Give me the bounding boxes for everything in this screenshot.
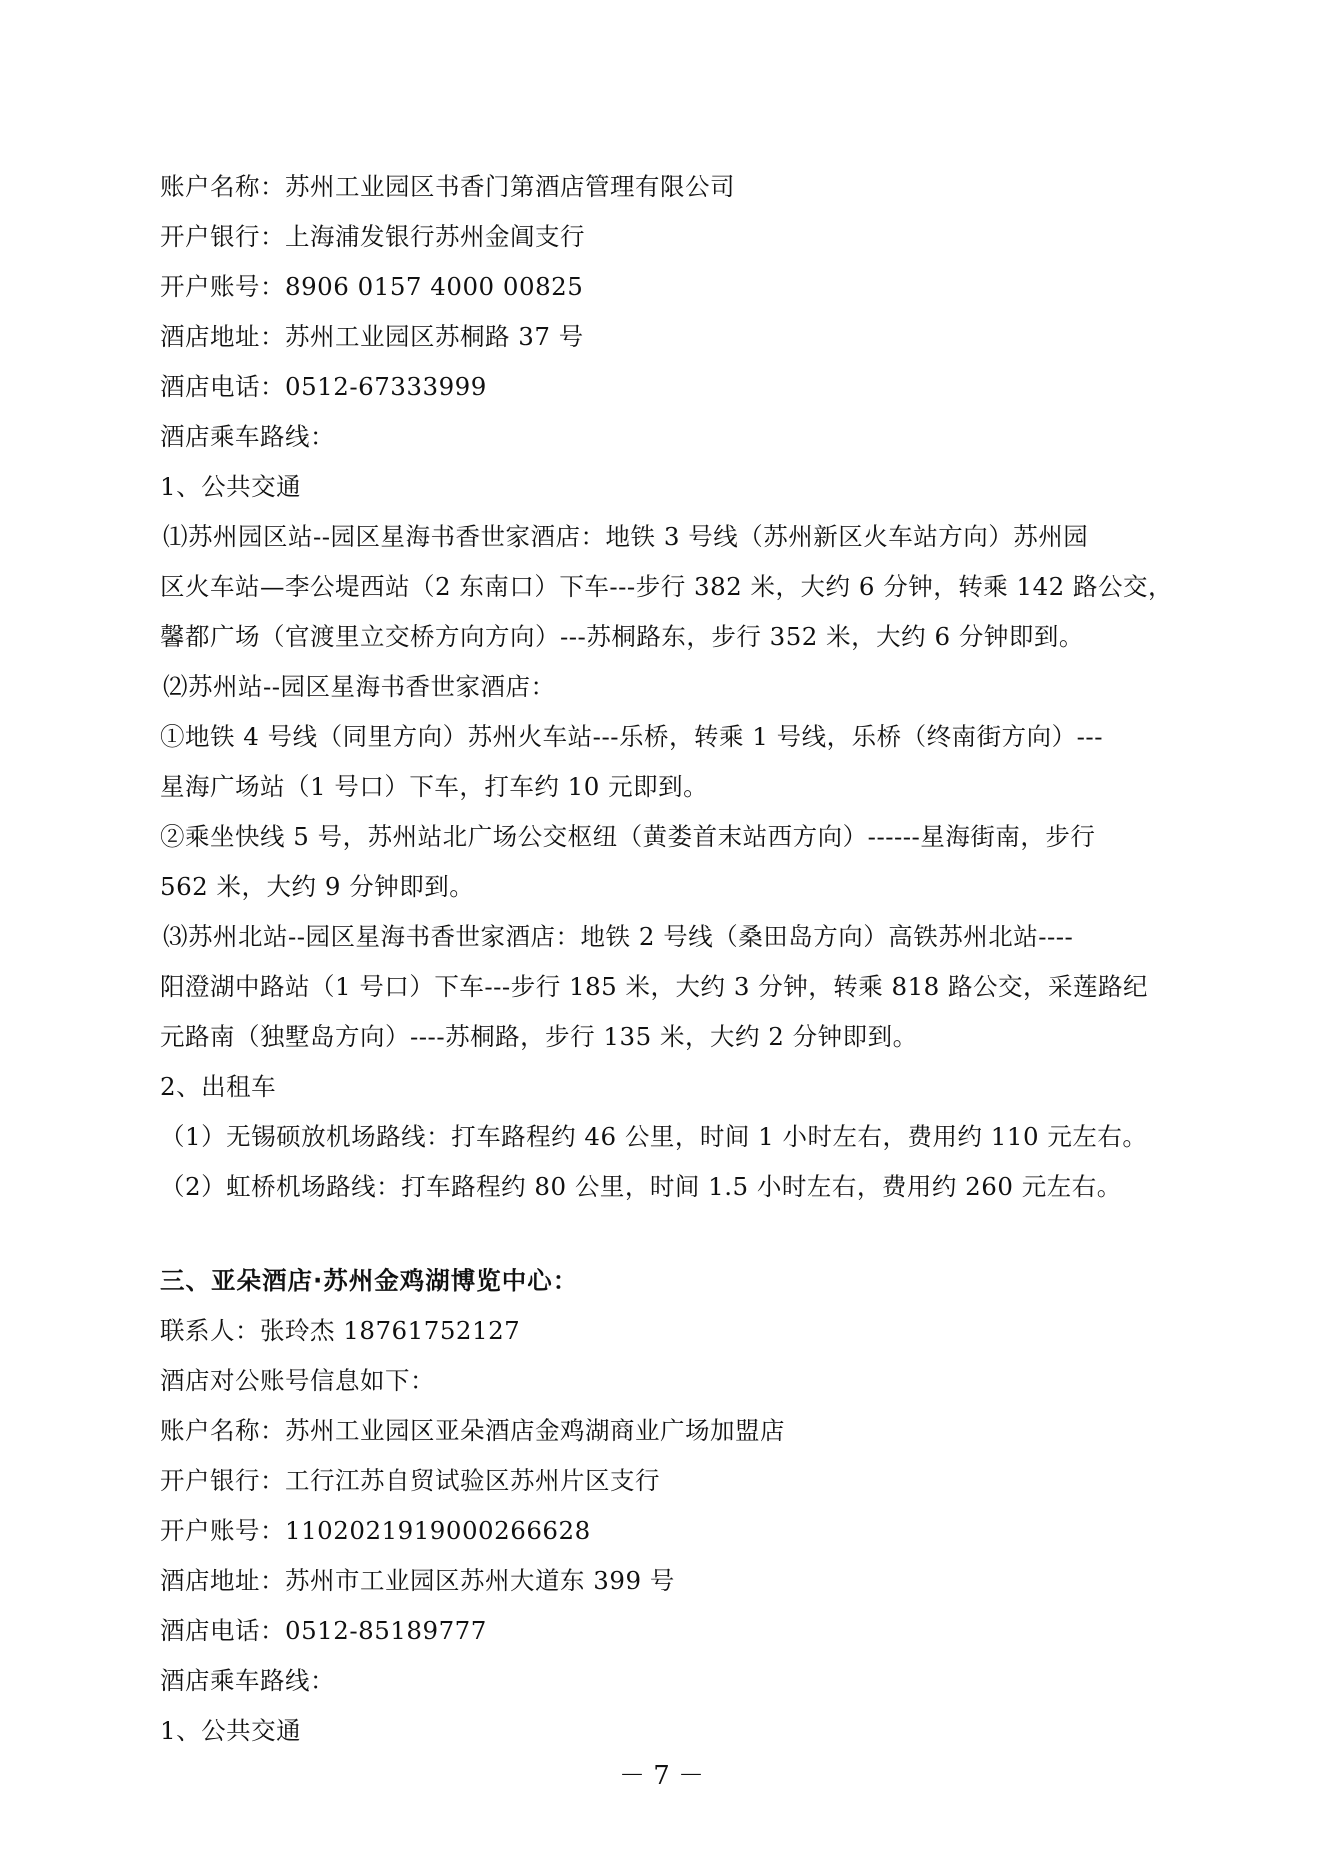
- hotel-address: 酒店地址：苏州工业园区苏桐路 37 号: [160, 322, 584, 351]
- taxi-route-2: （2）虹桥机场路线：打车路程约 80 公里，时间 1.5 小时左右，费用约 260 元左右。: [160, 1172, 1122, 1201]
- route2b-line: ②乘坐快线 5 号，苏州站北广场公交枢纽（黄娄首末站西方向）------星海街南，步行: [160, 822, 1096, 851]
- route2-title: ⑵苏州站--园区星海书香世家酒店：: [163, 672, 556, 701]
- section-three-heading: 三、亚朵酒店·苏州金鸡湖博览中心：: [160, 1266, 579, 1295]
- account-number: 开户账号：8906 0157 4000 00825: [160, 272, 584, 301]
- route3-line: 阳澄湖中路站（1 号口）下车---步行 185 米，大约 3 分钟，转乘 818 路公交，采莲路纪: [160, 972, 1149, 1001]
- route3-line: ⑶苏州北站--园区星海书香世家酒店：地铁 2 号线（桑田岛方向）高铁苏州北站----: [163, 922, 1074, 951]
- hotel-phone: 酒店电话：0512-67333999: [160, 372, 487, 401]
- public-transport-title: 1、公共交通: [160, 472, 302, 501]
- account-number: 开户账号：1102021919000266628: [160, 1516, 591, 1545]
- route3-line: 元路南（独墅岛方向）----苏桐路，步行 135 米，大约 2 分钟即到。: [160, 1022, 918, 1051]
- route2a-line: ①地铁 4 号线（同里方向）苏州火车站---乐桥，转乘 1 号线，乐桥（终南街方向）---: [160, 722, 1103, 751]
- contact-person: 联系人：张玲杰 18761752127: [160, 1316, 521, 1345]
- route-title: 酒店乘车路线：: [160, 1666, 335, 1695]
- hotel-phone: 酒店电话：0512-85189777: [160, 1616, 487, 1645]
- route-title: 酒店乘车路线：: [160, 422, 335, 451]
- account-info-title: 酒店对公账号信息如下：: [160, 1366, 435, 1395]
- bank-name: 开户银行：上海浦发银行苏州金阊支行: [160, 222, 585, 251]
- public-transport-title: 1、公共交通: [160, 1716, 302, 1745]
- page-number: － 7 －: [618, 1761, 705, 1791]
- taxi-title: 2、出租车: [160, 1072, 277, 1101]
- bank-name: 开户银行：工行江苏自贸试验区苏州片区支行: [160, 1466, 660, 1495]
- route1-line: 区火车站—李公堤西站（2 东南口）下车---步行 382 米，大约 6 分钟，转乘 142 路公交，: [160, 572, 1174, 601]
- route1-line: 馨都广场（官渡里立交桥方向方向）---苏桐路东，步行 352 米，大约 6 分钟即到。: [160, 622, 1084, 651]
- taxi-route-1: （1）无锡硕放机场路线：打车路程约 46 公里，时间 1 小时左右，费用约 110 元左右。: [160, 1122, 1148, 1151]
- account-name: 账户名称：苏州工业园区书香门第酒店管理有限公司: [160, 172, 735, 201]
- account-name: 账户名称：苏州工业园区亚朵酒店金鸡湖商业广场加盟店: [160, 1416, 785, 1445]
- route2a-line: 星海广场站（1 号口）下车，打车约 10 元即到。: [160, 772, 709, 801]
- route1-line: ⑴苏州园区站--园区星海书香世家酒店：地铁 3 号线（苏州新区火车站方向）苏州园: [163, 522, 1089, 551]
- route2b-line: 562 米，大约 9 分钟即到。: [160, 872, 475, 901]
- hotel-address: 酒店地址：苏州市工业园区苏州大道东 399 号: [160, 1566, 675, 1595]
